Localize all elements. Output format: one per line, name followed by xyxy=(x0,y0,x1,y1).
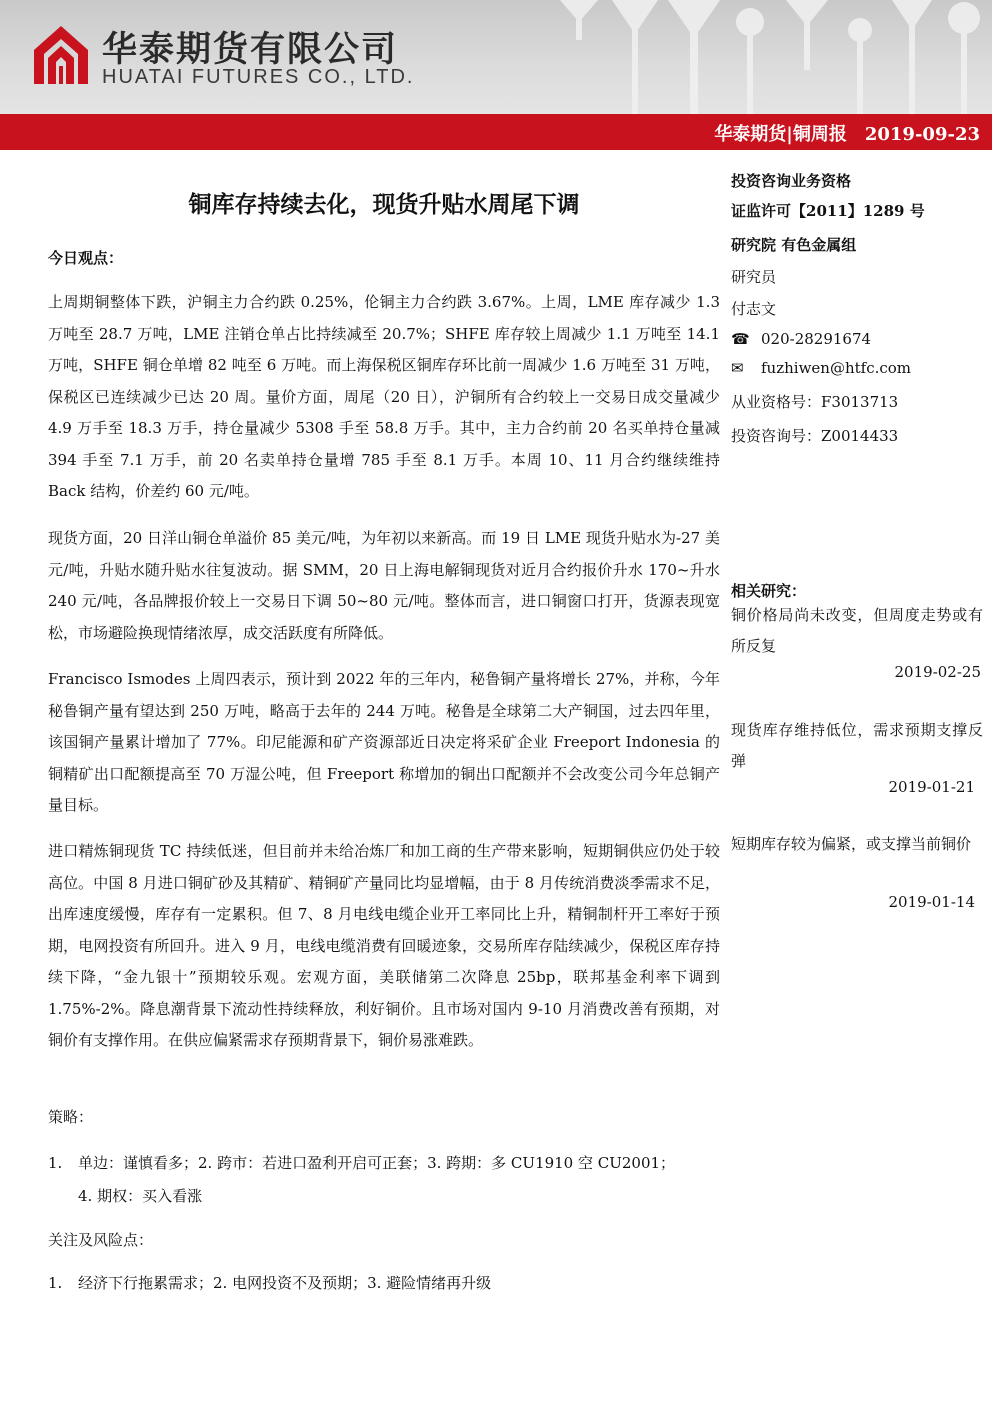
strategy-line-2: 4. 期权：买入看涨 xyxy=(78,1187,203,1205)
huatai-logo-icon xyxy=(32,24,90,86)
author-name: 付志文 xyxy=(731,300,777,318)
email-row xyxy=(731,359,911,377)
risk-line-1: 经济下行拖累需求；2. 电网投资不及预期；3. 避险情绪再升级 xyxy=(78,1274,492,1292)
related-item-date: 2019-02-25 xyxy=(894,663,981,681)
author-role: 研究员 xyxy=(731,268,777,286)
email-address[interactable]: fuzhiwen@htfc.com xyxy=(761,359,912,377)
strategy-line-1: 单边：谨慎看多；2. 跨市：若进口盈利开启可正套；3. 跨期：多 CU1910 空 CU2001； xyxy=(78,1154,676,1172)
license-number: 证监许可【2011】1289 号 xyxy=(731,202,925,220)
certificate-number: 从业资格号：F3013713 xyxy=(731,393,899,411)
report-title: 铜库存持续去化，现货升贴水周尾下调 xyxy=(188,191,580,218)
company-name-cn: 华泰期货有限公司 xyxy=(102,30,399,70)
lead-label: 今日观点： xyxy=(48,249,124,267)
advisory-number: 投资咨询号：Z0014433 xyxy=(731,427,899,445)
risk-label: 关注及风险点： xyxy=(48,1231,154,1249)
envelope-icon: ✉ xyxy=(731,359,744,377)
sidebar xyxy=(731,0,983,1403)
paragraph-outlook: 进口精炼铜现货 TC 持续低迷，但目前并未给冶炼厂和加工商的生产带来影响，短期铜供应仍处于较高位。中国 8 月进口铜矿砂及其精矿、精铜矿产量同比均显增幅，由于 8 月传统消费淡季需求不足，出库速度缓慢，库存有一定累积。但 7、8 月电线电缆企业开工率同比上升，精铜制杆开工率好于预期，电网投资有所回升。进入 9 月，电线电缆消费有回暖迹象，交易所库存陆续减少，保税区库存持续下降，“金九银十”预期较乐观。宏观方面，美联储第二次降息 25bp，联邦基金利率下调到 1.75%-2%。降息潮背景下流动性持续释放，利好铜价。且市场对国内 9-10 月消费改善有预期，对铜价有支撑作用。在供应偏紧需求存预期背景下，铜价易涨难跌。 xyxy=(48,842,720,1049)
strategy-list xyxy=(48,1147,728,1213)
risk-list xyxy=(48,1267,728,1300)
paragraph-spot: 现货方面，20 日洋山铜仓单溢价 85 美元/吨，为年初以来新高。而 19 日 LME 现货升贴水为-27 美元/吨，升贴水随升贴水往复波动。据 SMM，20 日上海电解铜现货对近月合约报价升水 170~升水 240 元/吨，各品牌报价较上一交易日下调 50~80 元/吨。整体而言，进口铜窗口打开，货源表现宽松，市场避险换现情绪浓厚，成交活跃度有所降低。 xyxy=(48,529,720,642)
phone-number: 020-28291674 xyxy=(761,330,872,348)
related-research-label: 相关研究： xyxy=(731,582,807,600)
related-item-date: 2019-01-21 xyxy=(888,778,975,796)
phone-icon: ☎ xyxy=(731,330,750,348)
report-type-date: 华泰期货|铜周报 2019-09-23 xyxy=(714,124,980,145)
related-item-title[interactable]: 现货库存维持低位，需求预期支撑反弹 xyxy=(731,721,983,770)
risk-number: 1. xyxy=(48,1274,63,1292)
strategy-label: 策略： xyxy=(48,1108,94,1126)
paragraph-market: 上周期铜整体下跌，沪铜主力合约跌 0.25%，伦铜主力合约跌 3.67%。上周，LME 库存减少 1.3 万吨至 28.7 万吨，LME 注销仓单占比持续减至 20.7%；SHFE 库存较上周减少 1.1 万吨至 14.1 万吨，SHFE 铜仓单增 82 吨至 6 万吨。而上海保税区铜库存环比前一周减少 1.6 万吨至 31 万吨，保税区已连续减少已达 20 周。量价方面，周尾（20 日），沪铜所有合约较上一交易日成交量减少 4.9 万手至 18.3 万手，持仓量减少 5308 手至 58.8 万手。其中，主力合约前 20 名买单持仓量减 394 手至 7.1 万手，前 20 名卖单持仓量增 785 手至 8.1 万手。本周 10、11 月合约继续维持 Back 结构，价差约 60 元/吨。 xyxy=(48,293,720,500)
paragraph-supply: Francisco Ismodes 上周四表示，预计到 2022 年的三年内，秘鲁铜产量将增长 27%，并称，今年秘鲁铜产量有望达到 250 万吨，略高于去年的 244 万吨。秘鲁是全球第二大产铜国，过去四年里，该国铜产量累计增加了 77%。印尼能源和矿产资源部近日决定将采矿企业 Freeport Indonesia 的铜精矿出口配额提高至 70 万湿公吨，但 Freeport 称增加的铜出口配额并不会改变公司今年总铜产量目标。 xyxy=(48,670,720,814)
related-item-title[interactable]: 短期库存较为偏紧，或支撑当前铜价 xyxy=(731,835,972,853)
institute-group: 研究院 有色金属组 xyxy=(731,236,857,254)
strategy-number: 1. xyxy=(48,1154,63,1172)
related-item-title[interactable]: 铜价格局尚未改变，但周度走势或有所反复 xyxy=(731,606,983,655)
company-name-en: HUATAI FUTURES CO., LTD. xyxy=(102,66,415,88)
phone-row xyxy=(731,330,871,348)
qualification-title: 投资咨询业务资格 xyxy=(731,172,852,190)
related-item-date: 2019-01-14 xyxy=(888,893,975,911)
